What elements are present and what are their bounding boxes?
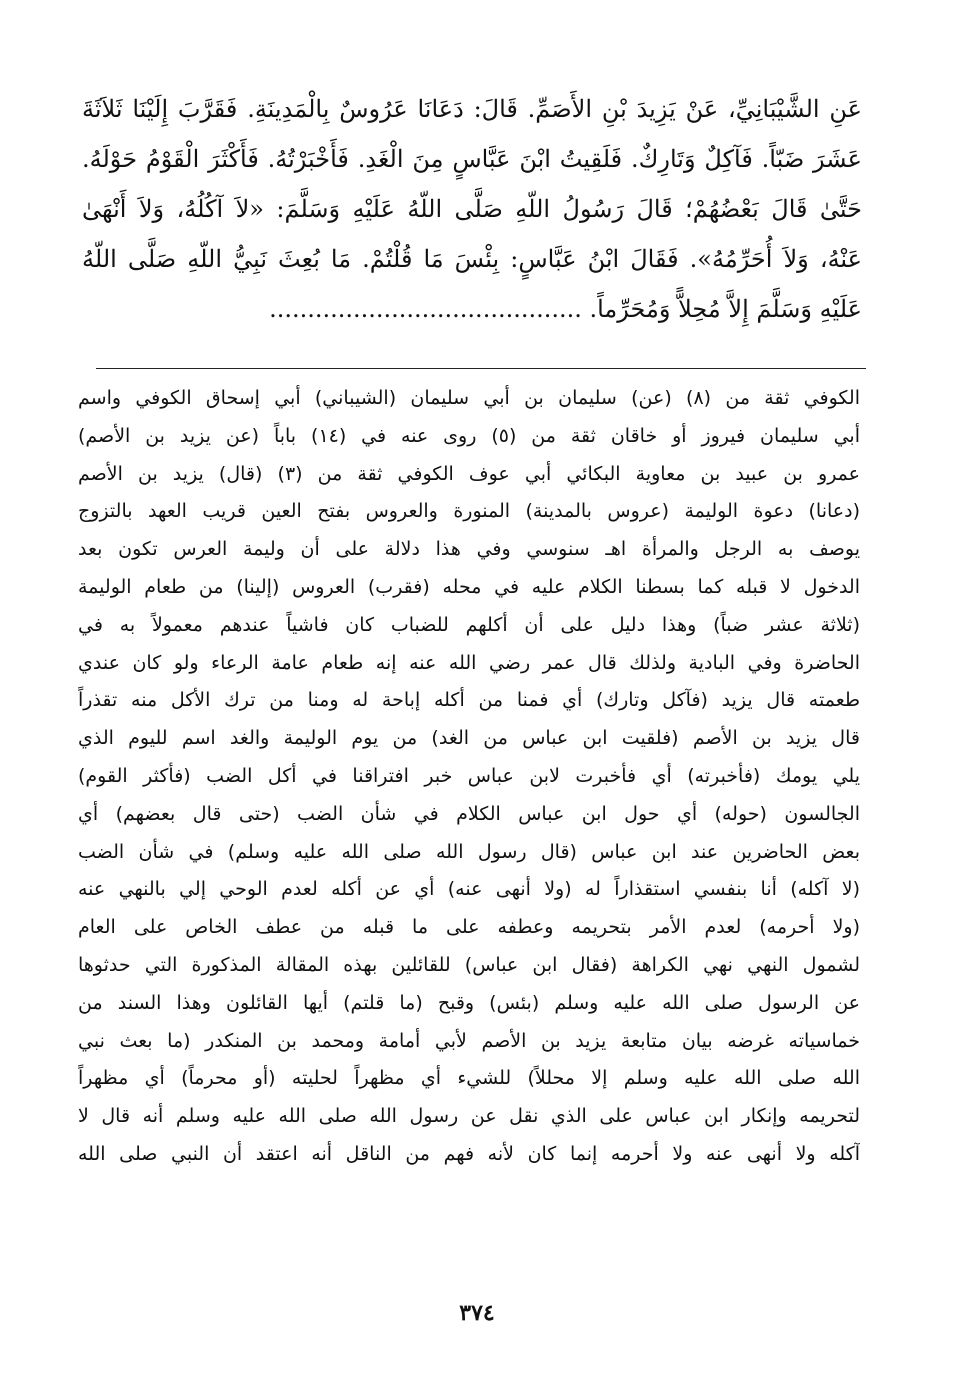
- commentary-line: أبي سليمان فيروز أو خاقان ثقة من (٥) روى عنه في (١٤) باباً (عن يزيد بن الأصم): [78, 424, 860, 447]
- hadith-line: عَلَيْهِ وَسَلَّمَ إِلاَّ مُحِلاًّ وَمُحَرِّماً. .........................................: [269, 295, 862, 323]
- section-divider: [96, 368, 866, 369]
- commentary-line: الله صلى الله عليه وسلم إلا محللاً) للشيء أي مظهراً لحليته (أو محرماً) أي مظهراً: [78, 1067, 860, 1090]
- commentary-line: عن الرسول صلى الله عليه وسلم (بئس) وقبح (ما قلتم) أيها القائلون وهذا السند من: [78, 991, 860, 1014]
- commentary-line: (ولا أحرمه) لعدم الأمر بتحريمه وعطفه على ما قبله من عطف الخاص على العام: [78, 916, 860, 939]
- commentary-line: (لا آكله) أنا بنفسي استقذاراً له (ولا أنهى عنه) أي عن أكله لعدم الوحي إلي بالنهي عنه: [78, 878, 860, 901]
- commentary-line: (ثلاثة عشر ضباً) وهذا دليل على أن أكلهم للضباب كان فاشياً عندهم معمولاً به في: [78, 613, 860, 636]
- hadith-line: عَنِ الشَّيْبَانِيِّ، عَنْ يَزِيدَ بْنِ الأَصَمِّ. قَالَ: دَعَانَا عَرُوسٌ بِالْمَدِينَةِ. فَقَرَّبَ إِلَيْنَا ثَلاَثَةَ: [82, 95, 862, 123]
- hadith-line: عَشَرَ ضَبّاً. فَآكِلٌ وَتَارِكٌ. فَلَقِيتُ ابْنَ عَبَّاسٍ مِنَ الْغَدِ. فَأَخْبَرْتُهُ. فَأَكْثَرَ الْقَوْمُ حَوْلَهُ.: [82, 145, 862, 173]
- commentary-line: لشمول النهي نهي الكراهة (فقال ابن عباس) للقائلين بهذه المقالة المذكورة التي حدثوها: [78, 953, 860, 976]
- commentary-line: عمرو بن عبيد بن معاوية البكائي أبي عوف الكوفي ثقة من (٣) (قال) يزيد بن الأصم: [78, 462, 860, 485]
- commentary-line: يوصف به الرجل والمرأة اهـ سنوسي وفي هذا دلالة على أن وليمة العرس تكون بعد: [78, 538, 860, 561]
- commentary-line: لتحريمه وإنكار ابن عباس على الذي نقل عن رسول الله صلى الله عليه وسلم أنه قال لا: [78, 1105, 860, 1128]
- hadith-line: حَتَّىٰ قَالَ بَعْضُهُمْ؛ قَالَ رَسُولُ اللّهِ صَلَّى اللّهُ عَلَيْهِ وَسَلَّمَ: «لاَ آكُلُهُ، وَلاَ أَنْهَىٰ: [82, 195, 862, 223]
- commentary-line: الدخول لا قبله كما بسطنا الكلام عليه في محله (فقرب) العروس (إلينا) من طعام الوليمة: [78, 575, 860, 598]
- commentary-line: الجالسون (حوله) أي حول ابن عباس الكلام في شأن الضب (حتى قال بعضهم) أي: [78, 802, 860, 825]
- commentary-line: (دعانا) دعوة الوليمة (عروس بالمدينة) المنورة والعروس بفتح العين قريب العهد بالتزوج: [78, 500, 860, 523]
- hadith-line: عَنْهُ، وَلاَ أُحَرِّمُهُ». فَقَالَ ابْنُ عَبَّاسٍ: بِئْسَ مَا قُلْتُمْ. مَا بُعِثَ نَبِيُّ اللّهِ صَلَّى اللّهُ: [82, 245, 862, 273]
- commentary-line: خماسياته غرضه بيان متابعة يزيد بن الأصم لأبي أمامة ومحمد بن المنكدر (ما بعث نبي: [78, 1029, 860, 1052]
- commentary-line: يلي يومك (فأخبرته) أي فأخبرت لابن عباس خبر افتراقنا في أكل الضب (فأكثر القوم): [78, 764, 860, 787]
- commentary-line: الكوفي ثقة من (٨) (عن) سليمان بن أبي سليمان (الشيباني) أبي إسحاق الكوفي واسم: [78, 387, 860, 409]
- commentary-line: قال يزيد بن الأصم (فلقيت ابن عباس من الغد) من يوم الوليمة والغد اسم لليوم الذي: [78, 727, 860, 750]
- commentary-text: [78, 380, 860, 1174]
- hadith-text: [82, 84, 862, 334]
- page-number: ٣٧٤: [459, 1300, 495, 1326]
- commentary-line: آكله ولا أنهى عنه ولا أحرمه إنما كان لأنه فهم من الناقل أنه اعتقد أن النبي صلى الله: [78, 1142, 860, 1165]
- commentary-line: بعض الحاضرين عند ابن عباس (قال رسول الله صلى الله عليه وسلم) في شأن الضب: [78, 840, 860, 863]
- commentary-line: الحاضرة وفي البادية ولذلك قال عمر رضي الله عنه إنه طعام عامة الرعاء ولو كان عندي: [78, 651, 860, 674]
- commentary-line: طعمته قال يزيد (فآكل وتارك) أي فمنا من أكله إباحة له ومنا من ترك الأكل منه تقذراً: [78, 689, 860, 712]
